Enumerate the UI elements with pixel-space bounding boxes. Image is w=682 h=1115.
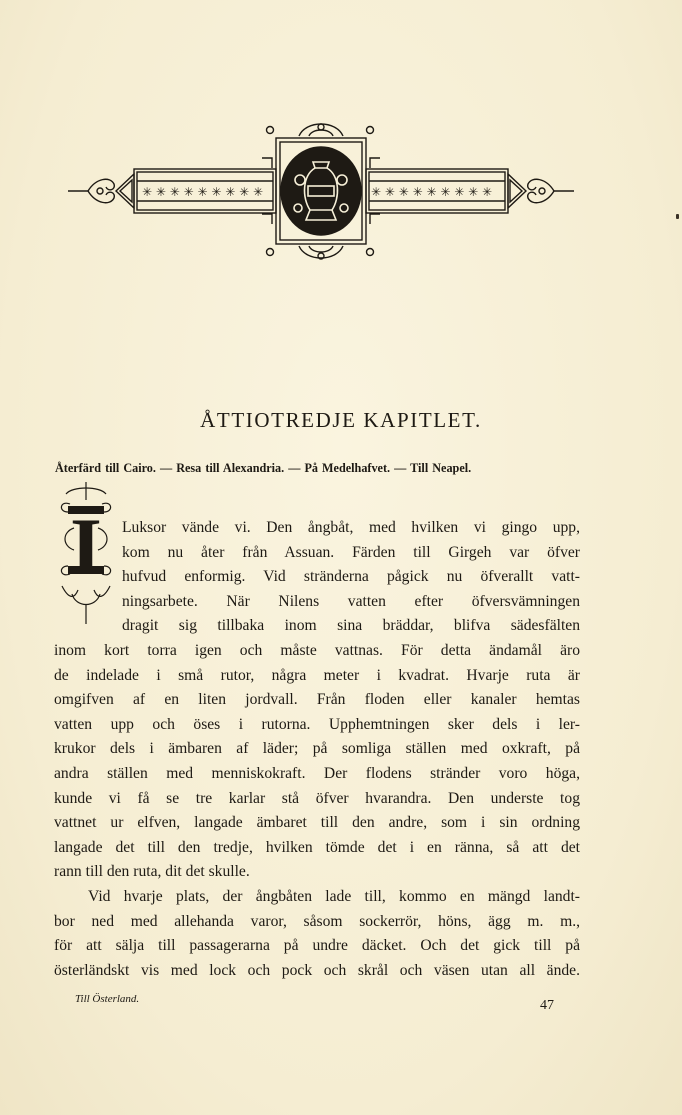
text-line: kom nu åter från Assuan. Färden till Girgeh var öfver bbox=[122, 543, 580, 561]
text-line: bor ned med allehanda varor, såsom sockerrör, höns, ägg m. m., bbox=[54, 912, 580, 930]
text-line: österländskt vis med lock och pock och skrål och väsen utan all ände. bbox=[54, 961, 580, 979]
text-line: Vid hvarje plats, der ångbåten lade till, kommo en mängd landt- bbox=[88, 887, 580, 905]
text-line: de indelade i små rutor, några meter i kvadrat. Hvarje ruta är bbox=[54, 666, 580, 684]
page-number: 47 bbox=[540, 998, 554, 1013]
text-line: vattnet ur elfven, langade ämbaret till den andre, som i sin ordning bbox=[54, 814, 580, 832]
text-line: langade det till den tredje, hvilken tömde det i en ränna, så att det bbox=[54, 838, 580, 856]
text-line: vatten upp och öses i rutorna. Upphemtningen sker dels i ler- bbox=[54, 715, 580, 733]
signature-mark: Till Österland. bbox=[75, 993, 140, 1005]
chapter-summary: Återfärd till Cairo. — Resa till Alexandria. — På Medelhafvet. — Till Neapel. bbox=[55, 461, 472, 475]
text-line: omgifven af en liten jordvall. Från floden eller kanaler hemtas bbox=[54, 691, 580, 709]
text-line: hufvud enformig. Vid stränderna pågick nu öfverallt vatt- bbox=[122, 568, 580, 586]
text-line: inom kort torra igen och måste vattnas. För detta ändamål äro bbox=[54, 641, 580, 659]
text-line: för att sälja till passagerarna på undre däcket. Och det gick till på bbox=[54, 937, 580, 955]
text-line: dragit sig tillbaka inom sina bräddar, blifva sädesfälten bbox=[122, 617, 580, 635]
svg-text:✳ ✳ ✳ ✳ ✳ ✳ ✳ ✳ ✳: ✳ ✳ ✳ ✳ ✳ ✳ ✳ ✳ ✳ bbox=[371, 185, 493, 199]
margin-mark bbox=[676, 214, 679, 219]
text-line: andra ställen med menniskokraft. Der flodens stränder voro höga, bbox=[54, 764, 580, 782]
drop-capital-letter: I bbox=[70, 501, 102, 592]
text-line: kunde vi få se tre karlar stå öfver hvarandra. Den underste tog bbox=[54, 789, 580, 807]
text-line: ningsarbete. När Nilens vatten efter öfversvämningen bbox=[122, 592, 580, 610]
text-line: krukor dels i ämbaren af läder; på somliga ställen med oxkraft, på bbox=[54, 740, 580, 758]
text-line: Luksor vände vi. Den ångbåt, med hvilken vi gingo upp, bbox=[122, 519, 580, 536]
text-line: rann till den ruta, dit det skulle. bbox=[54, 863, 250, 881]
chapter-title: ÅTTIOTREDJE KAPITLET. bbox=[200, 408, 482, 432]
headpiece-ornament bbox=[66, 118, 576, 266]
svg-text:✳ ✳ ✳ ✳ ✳ ✳ ✳ ✳ ✳: ✳ ✳ ✳ ✳ ✳ ✳ ✳ ✳ ✳ bbox=[142, 185, 264, 199]
body-text bbox=[54, 516, 580, 983]
